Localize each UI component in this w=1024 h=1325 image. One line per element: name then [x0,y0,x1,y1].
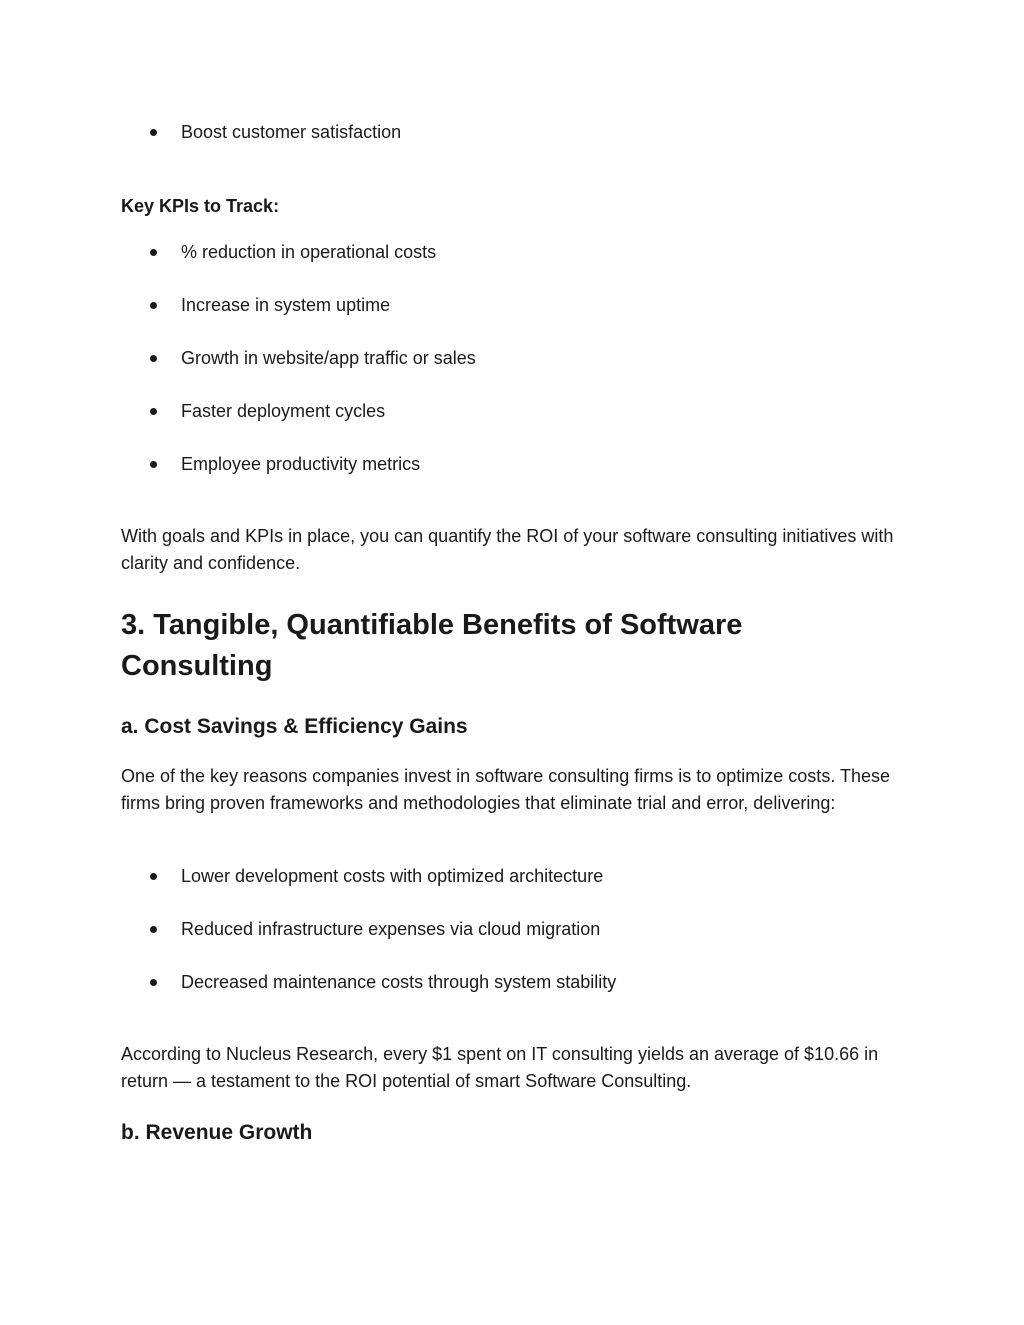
list-item-text: Reduced infrastructure expenses via cloud migration [181,919,601,939]
list-item-text: Growth in website/app traffic or sales [181,348,476,368]
subsection-heading-revenue-growth: b. Revenue Growth [121,1121,313,1144]
bullet-icon [150,461,157,468]
list-item [150,239,436,265]
list-item [150,916,600,942]
cost-savings-closing-paragraph: According to Nucleus Research, every $1 spent on IT consulting yields an average of $10.66 in return — a testament to the ROI potential of smart Software Consulting. [121,1044,879,1091]
subsection-heading-cost-savings: a. Cost Savings & Efficiency Gains [121,715,468,738]
bullet-icon [150,355,157,362]
list-item [150,119,401,145]
bullet-icon [150,408,157,415]
bullet-icon [150,302,157,309]
list-item [150,451,420,477]
list-item-text: Employee productivity metrics [181,454,421,474]
bullet-icon [150,249,157,256]
bullet-icon [150,926,157,933]
cost-savings-intro-paragraph: One of the key reasons companies invest in software consulting firms is to optimize costs. These firms bring proven frameworks and methodologies that eliminate trial and error, delivering: [121,766,891,813]
list-item [150,398,385,424]
list-item-text: Faster deployment cycles [181,401,386,421]
kpi-closing-paragraph: With goals and KPIs in place, you can quantify the ROI of your software consulting initiatives with clarity and confidence. [121,526,894,573]
bullet-icon [150,979,157,986]
list-item [150,345,476,371]
section-heading: 3. Tangible, Quantifiable Benefits of Software Consulting [121,609,743,682]
list-item-text: Boost customer satisfaction [181,122,402,142]
list-item-text: Increase in system uptime [181,295,391,315]
list-item-text: Lower development costs with optimized architecture [181,866,604,886]
kpi-heading: Key KPIs to Track: [121,196,280,216]
list-item [150,863,603,889]
bullet-icon [150,129,157,136]
bullet-icon [150,873,157,880]
list-item-text: Decreased maintenance costs through system stability [181,972,617,992]
list-item-text: % reduction in operational costs [181,242,437,262]
list-item [150,969,616,995]
list-item [150,292,390,318]
